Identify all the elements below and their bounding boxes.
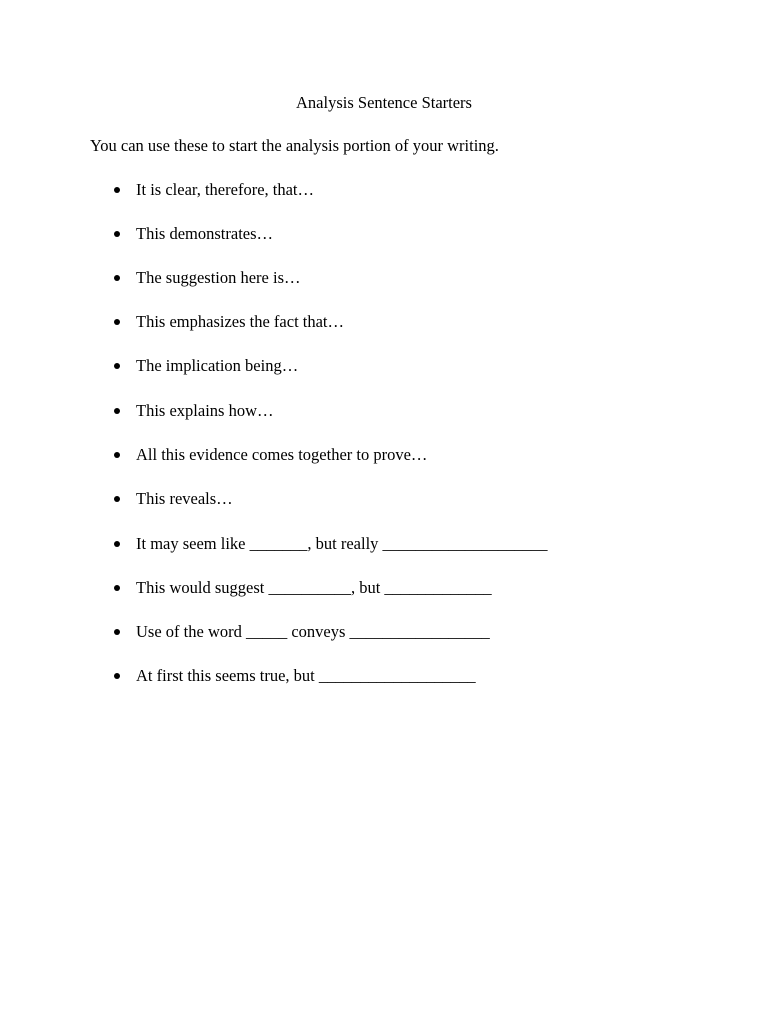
list-item-text: This reveals… [136,489,233,508]
list-item [0,622,700,644]
list-item-text: The suggestion here is… [136,268,301,287]
bullet-icon [114,275,120,281]
list-item-text: It may seem like _______, but really ____________________ [136,534,548,553]
list-item-text: This explains how… [136,401,274,420]
list-item-text: It is clear, therefore, that… [136,180,315,199]
page-title: Analysis Sentence Starters [296,93,472,112]
bullet-icon [114,673,120,679]
list-item-text: This would suggest __________, but _____________ [136,578,492,597]
list-item [0,534,700,556]
list-item-text: Use of the word _____ conveys _________________ [136,622,490,641]
intro-text: You can use these to start the analysis portion of your writing. [90,136,499,155]
bullet-icon [114,452,120,458]
list-item-text: This emphasizes the fact that… [136,312,345,331]
bullet-icon [114,541,120,547]
bullet-icon [114,363,120,369]
bullet-icon [114,319,120,325]
list-item [0,312,700,334]
list-item-text: All this evidence comes together to prove… [136,445,428,464]
list-item [0,666,700,688]
bullet-icon [114,496,120,502]
list-item [0,445,700,467]
list-item-text: This demonstrates… [136,224,274,243]
list-item [0,356,700,378]
list-item [0,578,700,600]
list-item [0,224,700,246]
bullet-icon [114,231,120,237]
list-item [0,489,700,511]
list-item [0,180,700,202]
list-item [0,401,700,423]
bullet-icon [114,408,120,414]
bullet-icon [114,629,120,635]
bullet-icon [114,585,120,591]
list-item-text: At first this seems true, but ___________________ [136,666,476,685]
list-item [0,268,700,290]
bullet-icon [114,187,120,193]
list-item-text: The implication being… [136,356,299,375]
